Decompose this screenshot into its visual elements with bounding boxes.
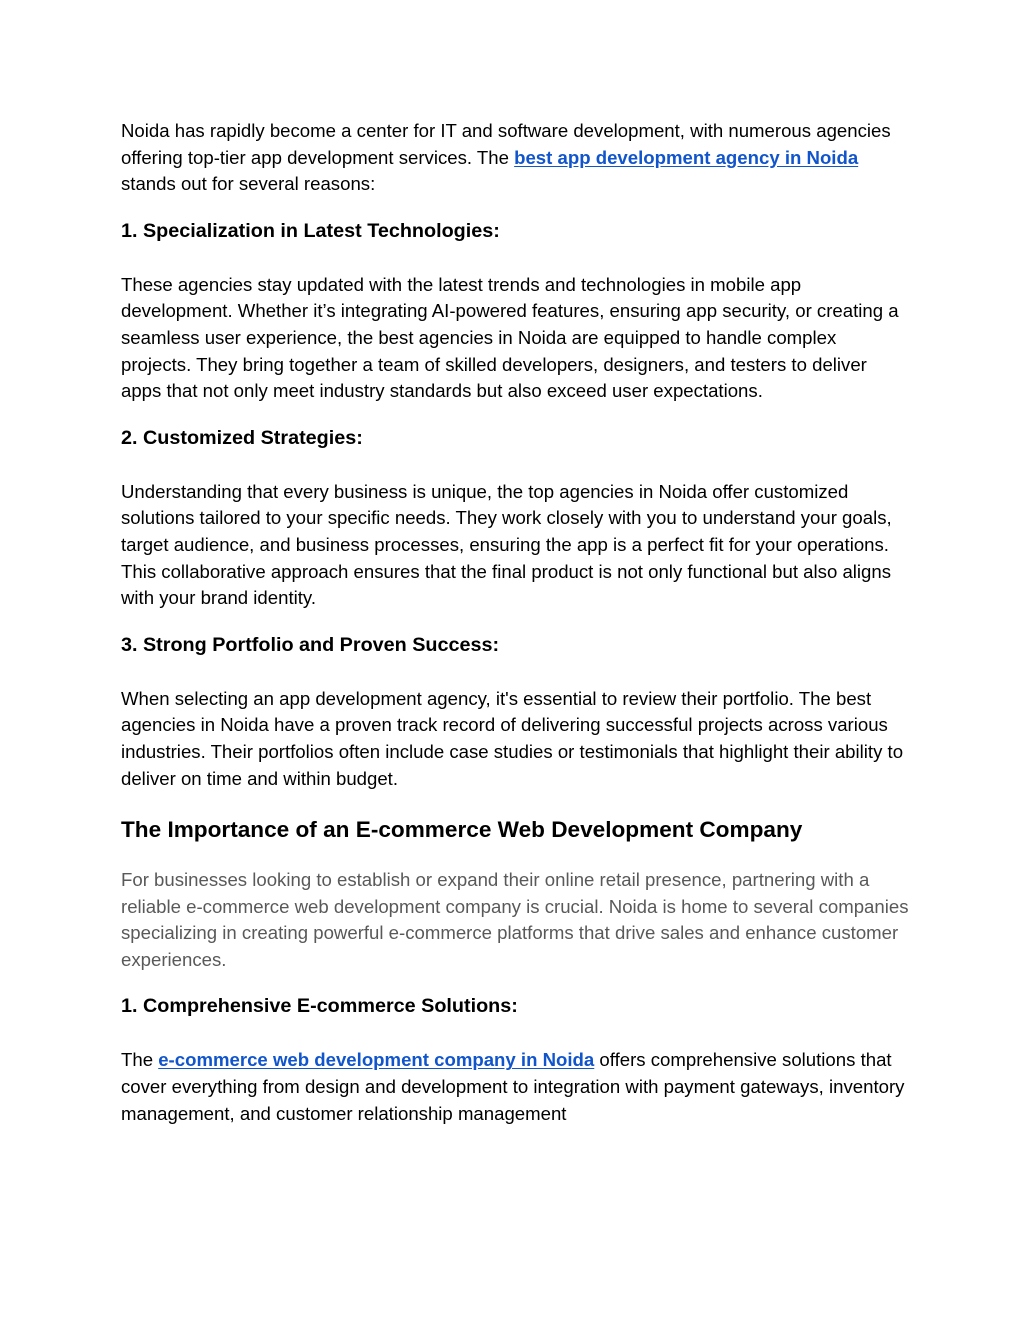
best-app-agency-link[interactable]: best app development agency in Noida	[514, 146, 859, 168]
section-body-customized: Understanding that every business is unique, the top agencies in Noida offer customized solutions tailored to your specific needs. They work closely with you to understand your goals, target audience, and business processes, ensuring the app is a perfect fit for your operations. This collaborative approach ensures that the final product is not only functional but also aligns with your brand identity.	[121, 480, 892, 609]
ecommerce-intro: For businesses looking to establish or expand their online retail presence, partnering with a reliable e-commerce web development company is crucial. Noida is home to several companies specializing in creating powerful e-commerce platforms that drive sales and enhance customer experiences.	[121, 869, 909, 970]
intro-text-start: Noida has rapidly become a center for IT and software development, with numerous agencies offering top-tier app development services. The	[121, 120, 891, 168]
section-heading-ecommerce-solutions: 1. Comprehensive E-commerce Solutions:	[121, 995, 518, 1018]
section-body-portfolio: When selecting an app development agency, it's essential to review their portfolio. The best agencies in Noida have a proven track record of delivering successful projects across various industries. Their portfolios often include case studies or testimonials that highlight their ability to deliver on time and within budget.	[121, 687, 904, 789]
section-heading-portfolio: 3. Strong Portfolio and Proven Success:	[121, 633, 500, 656]
section-heading-customized: 2. Customized Strategies:	[121, 426, 363, 449]
section-body-ecommerce-solutions	[121, 1047, 911, 1127]
intro-paragraph	[121, 118, 911, 198]
ecommerce-body-start: The	[121, 1049, 159, 1071]
ecommerce-body-end: offers comprehensive solutions that cover everything from design and development to integration with payment gateways, inventory management, and customer relationship management	[121, 1049, 905, 1124]
section-body-specialization: These agencies stay updated with the latest trends and technologies in mobile app development. Whether it’s integrating AI-powered features, ensuring app security, or creating a seamless user experience, the best agencies in Noida are equipped to handle complex projects. They bring together a team of skilled developers, designers, and testers to deliver apps that not only meet industry standards but also exceed user expectations.	[121, 273, 899, 402]
section-heading-specialization: 1. Specialization in Latest Technologies:	[121, 219, 500, 242]
ecommerce-company-link[interactable]: e-commerce web development company in Noida	[158, 1049, 595, 1071]
document-page	[121, 118, 911, 1127]
ecommerce-title: The Importance of an E-commerce Web Development Company	[121, 817, 803, 843]
intro-text-end: stands out for several reasons:	[121, 173, 376, 195]
